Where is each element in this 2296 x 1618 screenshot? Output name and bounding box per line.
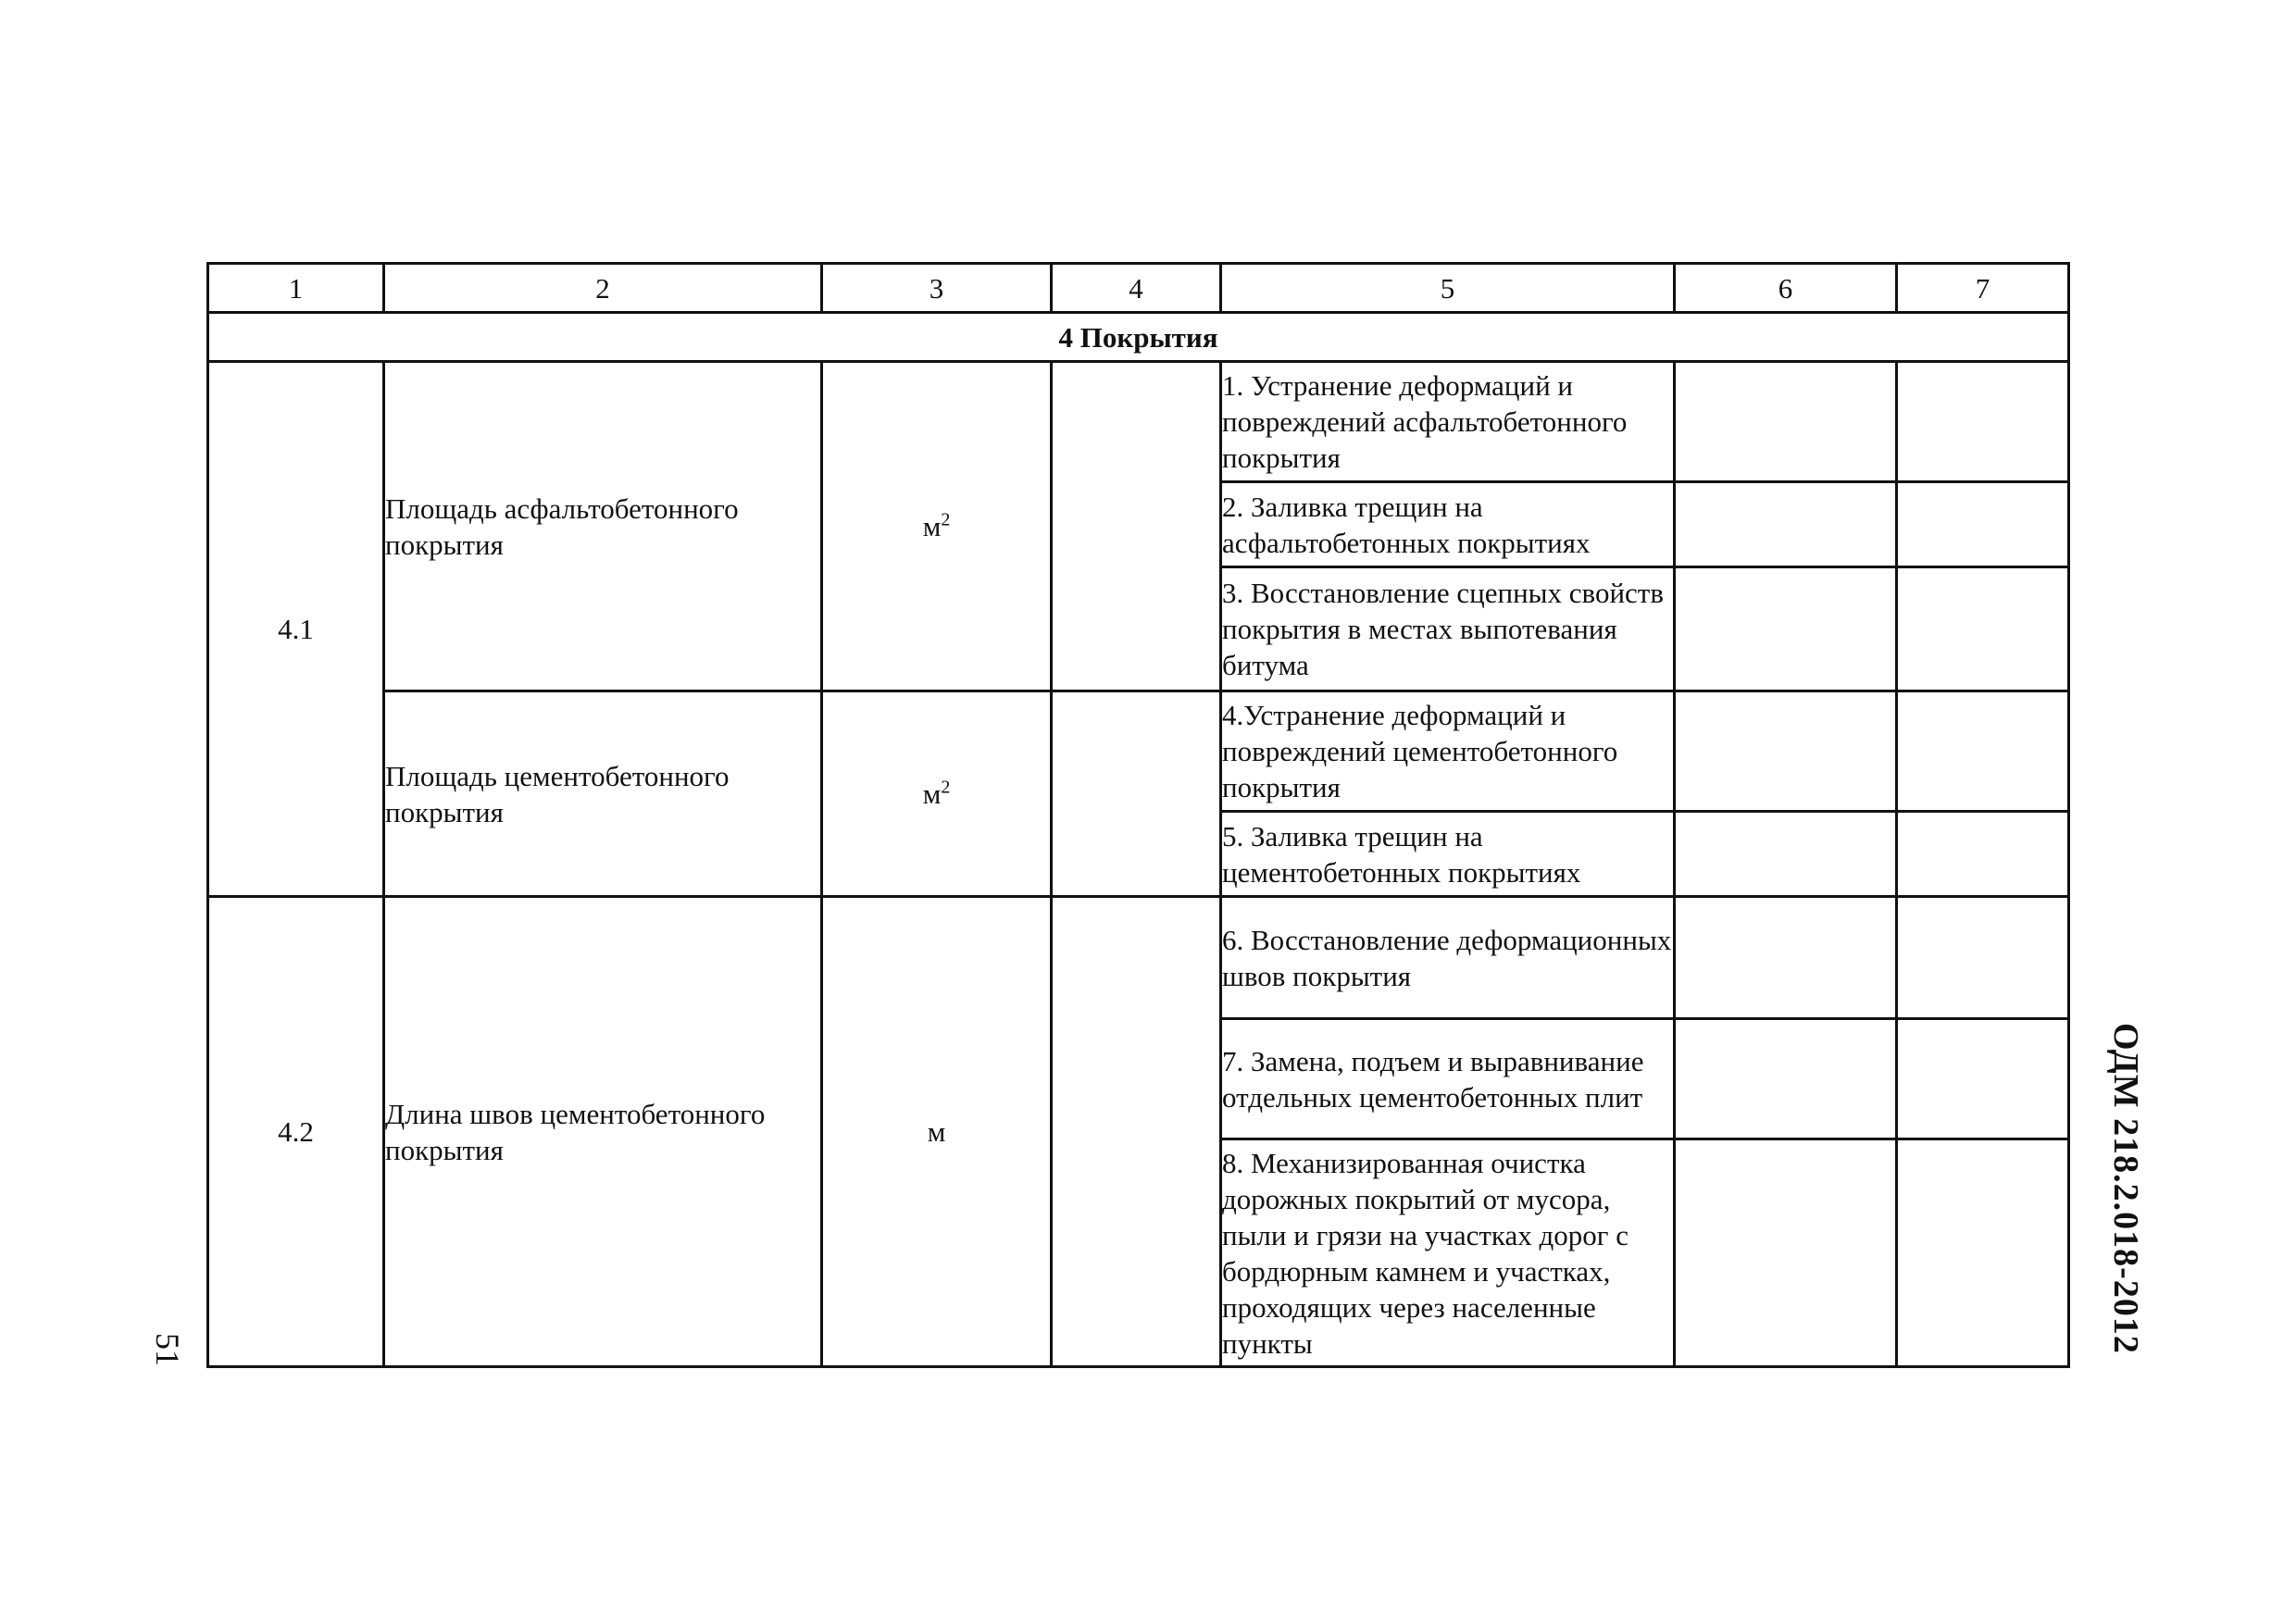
section-row bbox=[208, 313, 2069, 362]
column-6-cell bbox=[1675, 1139, 1897, 1367]
column-6-cell bbox=[1675, 897, 1897, 1019]
column-6-cell bbox=[1675, 362, 1897, 482]
column-header-3: 3 bbox=[822, 264, 1052, 313]
column-7-cell bbox=[1897, 362, 2069, 482]
column-header-4: 4 bbox=[1052, 264, 1221, 313]
column-4-cell bbox=[1052, 691, 1221, 897]
parameter-name: Длина швов цементобетонного покрытия bbox=[384, 897, 822, 1367]
section-title: 4 Покрытия bbox=[208, 313, 2069, 362]
parameter-name: Площадь асфальтобетонного покрытия bbox=[384, 362, 822, 691]
unit-of-measure bbox=[822, 362, 1052, 691]
table-row bbox=[208, 897, 2069, 1019]
unit-exponent: 2 bbox=[941, 777, 951, 798]
parameter-name: Площадь цементобетонного покрытия bbox=[384, 691, 822, 897]
column-7-cell bbox=[1897, 812, 2069, 897]
column-7-cell bbox=[1897, 1139, 2069, 1367]
column-header-2: 2 bbox=[384, 264, 822, 313]
unit-of-measure bbox=[822, 691, 1052, 897]
column-6-cell bbox=[1675, 567, 1897, 691]
column-header-5: 5 bbox=[1221, 264, 1675, 313]
unit-base: м bbox=[922, 778, 942, 810]
work-item: 2. Заливка трещин на асфальтобетонных покрытиях bbox=[1221, 482, 1675, 567]
column-4-cell bbox=[1052, 897, 1221, 1367]
column-6-cell bbox=[1675, 812, 1897, 897]
column-6-cell bbox=[1675, 482, 1897, 567]
unit-base: м bbox=[922, 510, 942, 542]
document-code: ОДМ 218.2.018-2012 bbox=[2106, 1023, 2145, 1354]
column-7-cell bbox=[1897, 691, 2069, 812]
work-item: 8. Механизированная очистка дорожных покрытий от мусора, пыли и грязи на участках дорог с бордюрным камнем и участках, проходящих через населенные пункты bbox=[1221, 1139, 1675, 1367]
work-item: 7. Замена, подъем и выравнивание отдельных цементобетонных плит bbox=[1221, 1019, 1675, 1139]
column-header-1: 1 bbox=[208, 264, 384, 313]
unit-exponent: 2 bbox=[941, 509, 951, 530]
table-row bbox=[208, 691, 2069, 812]
column-number-row bbox=[208, 264, 2069, 313]
work-item: 5. Заливка трещин на цементобетонных покрытиях bbox=[1221, 812, 1675, 897]
work-item: 4.Устранение деформаций и повреждений цементобетонного покрытия bbox=[1221, 691, 1675, 812]
work-item: 1. Устранение деформаций и повреждений асфальтобетонного покрытия bbox=[1221, 362, 1675, 482]
item-code: 4.2 bbox=[208, 897, 384, 1367]
column-6-cell bbox=[1675, 691, 1897, 812]
column-7-cell bbox=[1897, 567, 2069, 691]
table-row bbox=[208, 362, 2069, 482]
column-header-7: 7 bbox=[1897, 264, 2069, 313]
column-7-cell bbox=[1897, 897, 2069, 1019]
unit-of-measure bbox=[822, 897, 1052, 1367]
work-item: 6. Восстановление деформационных швов покрытия bbox=[1221, 897, 1675, 1019]
item-code: 4.1 bbox=[208, 362, 384, 897]
column-4-cell bbox=[1052, 362, 1221, 691]
column-7-cell bbox=[1897, 482, 2069, 567]
column-header-6: 6 bbox=[1675, 264, 1897, 313]
column-7-cell bbox=[1897, 1019, 2069, 1139]
column-6-cell bbox=[1675, 1019, 1897, 1139]
unit-base: м bbox=[927, 1115, 946, 1148]
work-item: 3. Восстановление сцепных свойств покрытия в местах выпотевания битума bbox=[1221, 567, 1675, 691]
norms-table bbox=[206, 262, 2070, 1368]
page-number: 51 bbox=[149, 1333, 186, 1366]
